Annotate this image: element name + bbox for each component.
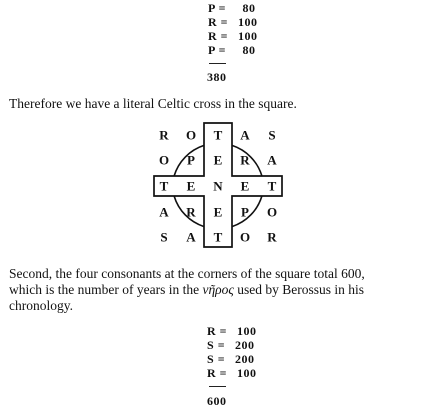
equation-value: 200 xyxy=(235,352,255,366)
equation-letter: P xyxy=(208,1,216,15)
equation-value: 100 xyxy=(237,324,257,338)
square-letter: A xyxy=(267,152,277,168)
equation-row: P = 80 xyxy=(208,1,256,15)
equation-total: 380 xyxy=(207,70,227,84)
paragraph-line: Second, the four consonants at the corners of the square total 600, xyxy=(9,266,365,281)
paragraph-text: used by Berossus in his xyxy=(233,282,364,297)
square-letter: T xyxy=(213,127,223,143)
square-letter: S xyxy=(160,229,168,245)
square-letter: E xyxy=(240,178,250,194)
equation-row: P = 80 xyxy=(208,43,256,57)
square-letter: R xyxy=(240,152,250,168)
equation-letter: S xyxy=(207,338,215,352)
equation-letter: P xyxy=(208,43,216,57)
square-letter: R xyxy=(159,127,169,143)
paragraph-line xyxy=(9,282,429,298)
square-letter: E xyxy=(213,152,223,168)
square-letter: O xyxy=(239,229,251,245)
equation-row: R = 100 xyxy=(208,29,258,43)
equation-letter: R xyxy=(207,366,217,380)
paragraph-text: which is the number of years in the xyxy=(9,282,203,297)
equation-row: R = 100 xyxy=(208,15,258,29)
square-letter: R xyxy=(267,229,277,245)
paragraph-celtic-cross: Therefore we have a literal Celtic cross in the square. xyxy=(9,96,297,111)
square-letter: P xyxy=(241,204,249,220)
equation-value: 80 xyxy=(242,1,256,15)
square-letter: O xyxy=(185,127,197,143)
square-letter: A xyxy=(159,204,169,220)
square-letter: N xyxy=(213,178,223,194)
square-letter: T xyxy=(213,229,223,245)
square-letter: T xyxy=(159,178,169,194)
equation-letter: R xyxy=(208,29,218,43)
equation-total: 600 xyxy=(207,394,227,408)
square-letter: S xyxy=(268,127,276,143)
greek-word: νῆρος xyxy=(202,282,234,297)
equation-value: 100 xyxy=(237,366,257,380)
square-letter: A xyxy=(240,127,250,143)
square-letter: A xyxy=(186,229,196,245)
square-letter: E xyxy=(186,178,196,194)
square-letter: O xyxy=(266,204,278,220)
square-letter: E xyxy=(213,204,223,220)
equation-row: S = 200 xyxy=(207,352,255,366)
paragraph-consonants xyxy=(9,266,429,314)
paragraph-line: chronology. xyxy=(9,298,73,313)
equation-row: S = 200 xyxy=(207,338,255,352)
equation-letter: S xyxy=(207,352,215,366)
equation-row: R = 100 xyxy=(207,366,257,380)
square-letter: T xyxy=(267,178,277,194)
equation-value: 100 xyxy=(238,29,258,43)
equation-value: 80 xyxy=(242,43,256,57)
equation-value: 200 xyxy=(235,338,255,352)
square-letter: P xyxy=(187,152,195,168)
equation-letter: R xyxy=(208,15,218,29)
square-letters xyxy=(159,128,277,245)
equation-letter: R xyxy=(207,324,217,338)
equation-value: 100 xyxy=(238,15,258,29)
square-letter: R xyxy=(186,204,196,220)
square-letter: O xyxy=(158,152,170,168)
equation-row: R = 100 xyxy=(207,324,257,338)
sum-rule xyxy=(209,386,226,387)
